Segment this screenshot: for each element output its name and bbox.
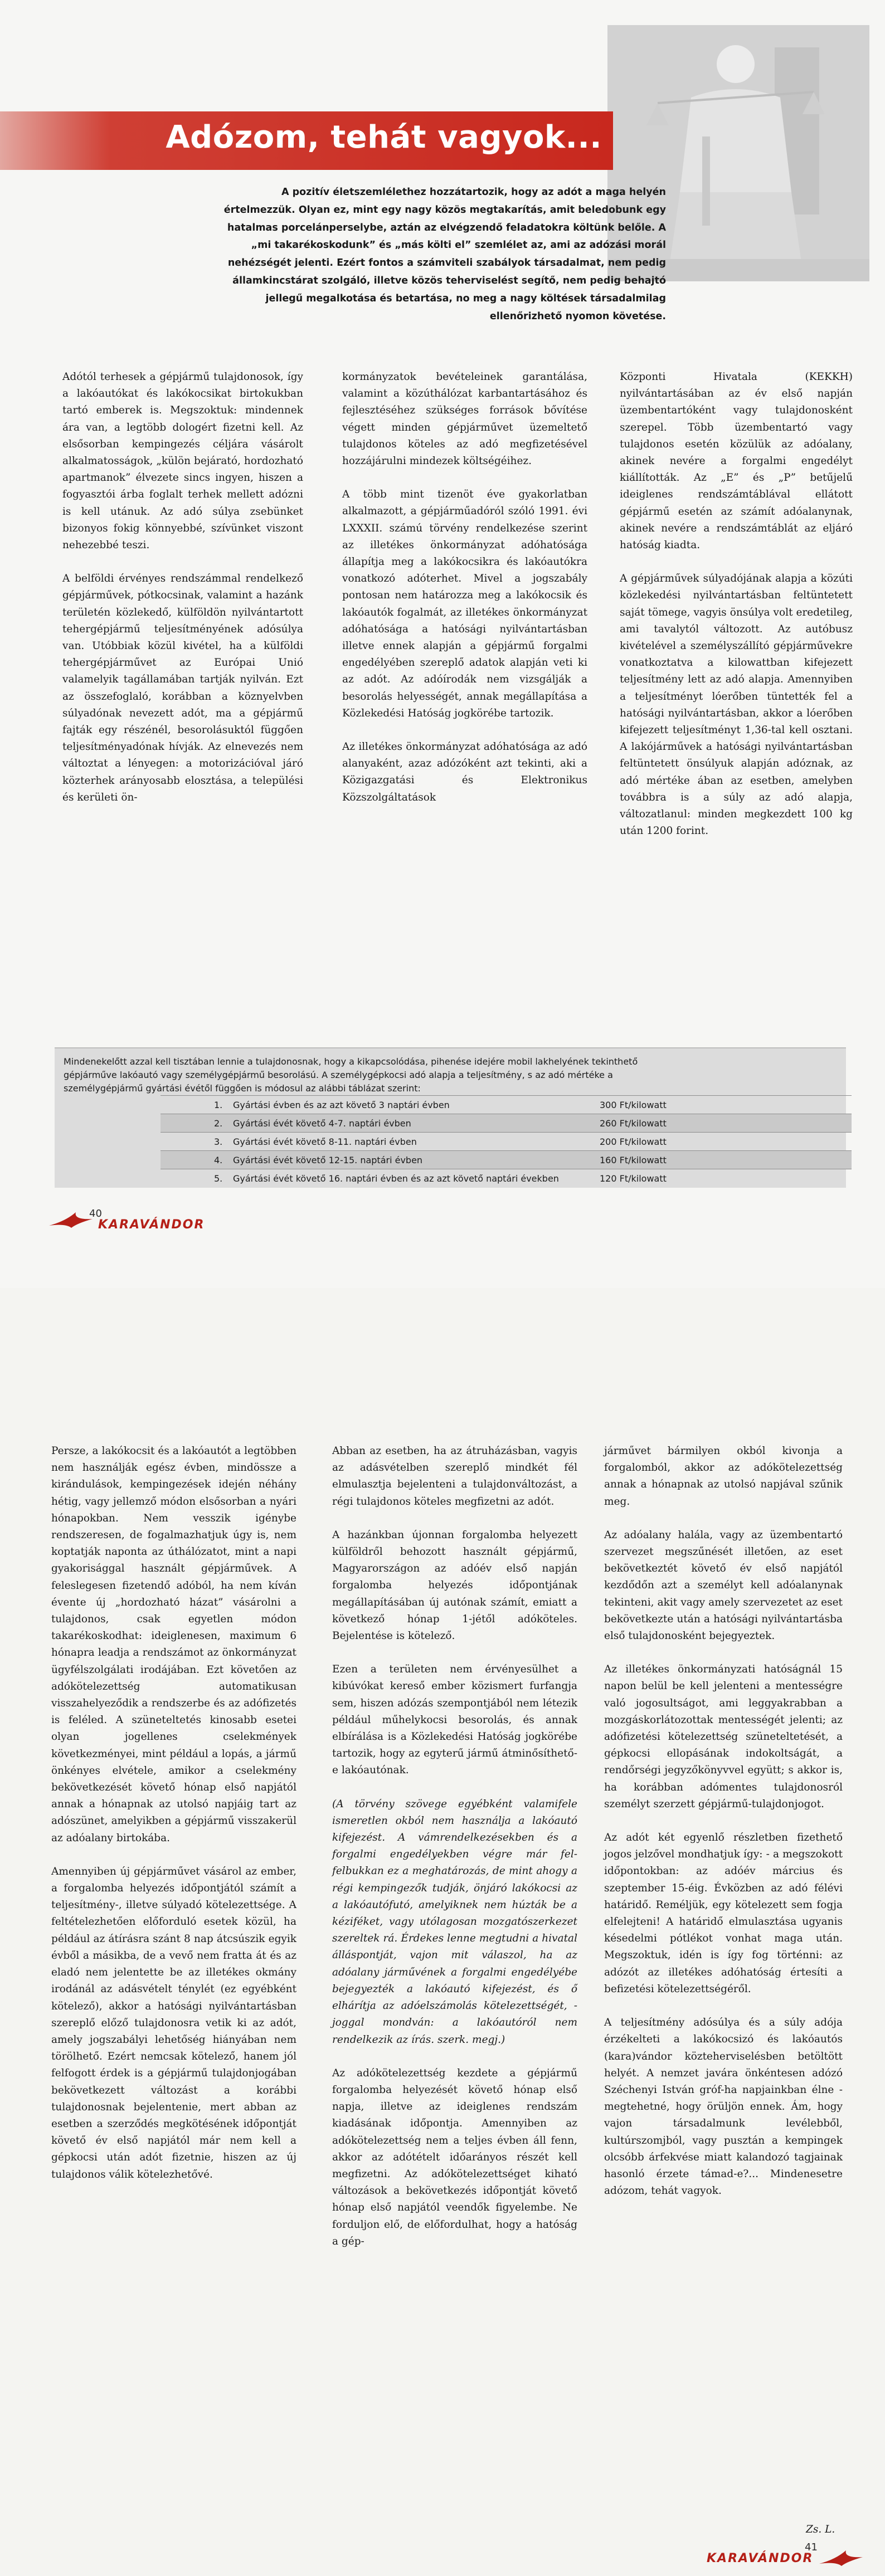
row-value: 300 Ft/kilowatt	[600, 1100, 667, 1110]
paragraph: Az illetékes önkormányzati hatóságnál 15 napon belül be kell jelenteni a mentességre való jogosultságot, ami leggyakrabban a mozgáskorlátozottak mentességét jelenti; az adófizetési kötelezettség szüneteltetését, a gépkocsi ellopásának indokoltságát, a rendőrségi jegyzőkönyvvel együtt; s akkor is, ha korábban adómentes tulajdonosról személyt szerzett gépjármű-tulajdonjogot.	[604, 1663, 843, 1810]
page2-footer-logo	[819, 2547, 864, 2568]
lead-paragraph	[131, 184, 666, 325]
paragraph: Az adóalany halála, vagy az üzembentartó szervezet megszűnését illetően, az eset bekövetkeztét követő év első napjától kezdődőn azt a személyt kell adóalanynak tekinteni, akit vagy amely szervezetet az eset bekövetkezte után a hatósági nyilvántartásba első tulajdonosként bejegyeztek.	[604, 1529, 843, 1642]
paragraph: A gépjárművek súlyadójának alapja a közúti közlekedési nyilvántartásban feltüntetett saját tömege, vagyis önsúlya volt eredetileg, ami tavalytól változott. Az autóbusz kivételével a személyszállító gépjárművekre vonatkoztatva a kilowattban kifejezett teljesítmény lett az adó alapja. Amennyiben a teljesítményt lóerőben tüntették fel a hatósági nyilvántartásban, akkor a lóerőben kifejezett teljesítményt 1,36-tal kell osztani. A lakójárművek a hatósági nyilvántartásban feltüntetett önsúlyuk alapján adóznak, az adó mértéke ában az esetben, amelyben továbbra is a súly az adó alapja, változatlanul: minden megkezdett 100 kg után 1200 forint.	[620, 573, 853, 837]
paragraph: Amennyiben új gépjárművet vásárol az ember, a forgalomba helyezés időpontjától számít a teljesítmény-, illetve súlyadó kötelezettsége. A feltételezhetően előforduló esetek közül, ha például az átírásra szánt 8 nap átcsúszik egyik évből a másikba, de a vevő nem fratta át és az eladó nem jelentette be az illetékes okmány irodánál az adásvételt ténylét (ez egyébként kötelező), akkor a hatósági nyilvántartásban szereplő előző tulajdonosra vetik ki az adót, amely jogszabályi lehetőség hiányában nem törölhető. Ezért nemcsak kötelező, hanem jól felfogott érdek is a gépjármű tulajdonjogában bekövetkezett változást a korábbi tulajdonosnak bejelentenie, mert abban az esetben a szerződés megkötésének időpontját követő év első napjától már nem kell a gépkocsi után adót fizetnie, hiszen az új tulajdonos válik kötelezhetővé.	[51, 1865, 296, 2180]
page1-footer-logo	[49, 1209, 94, 1230]
row-label: Gyártási évét követő 8-11. naptári évben	[233, 1136, 417, 1147]
paragraph: A hazánkban újonnan forgalomba helyezett külföldről behozott használt gépjármű, Magyarországon az adóév első napján forgalomba helyezés időpontjának megállapításában új autónak számít, emiatt a következő hónap 1-jétől adóköteles. Bejelentése is kötelező.	[332, 1529, 577, 1642]
brand-name: KARAVÁNDOR	[98, 1218, 205, 1232]
row-number: 4.	[214, 1155, 223, 1165]
paragraph: Az adót két egyenlő részletben fizethető jogos jelzővel mondhatjuk így: - a megszokott időpontokban: az adóév március és szeptember 15-éig. Évközben az adó félévi határidő. Reméljük, egy kötelezett sem fogja elfelejteni! A határidő elmulasztása ugyanis késedelmi pótlékot vonhat maga után. Megszoktuk, idén is így fog történni: az adózót az illetékes adóhatóság értesíti a befizetési kötelezettségéről.	[604, 1832, 843, 1995]
table-row	[161, 1132, 852, 1151]
page1-column-2	[342, 369, 587, 806]
page1-column-3	[620, 369, 853, 840]
row-label: Gyártási évét követő 4-7. naptári évben	[233, 1118, 411, 1129]
table-row	[161, 1169, 852, 1188]
paragraph: A több mint tizenöt éve gyakorlatban alkalmazott, a gépjárműadóról szóló 1991. évi LXXXII. számú törvény rendelkezése szerint az illetékes önkormányzat adóhatósága állapítja meg a lakókocsikra és lakóautókra vonatkozó adóterhet. Mivel a jogszabály pontosan nem határozza meg a lakókocsik és lakóautók fogalmát, az illetékes önkormányzat adóhatósága a hatósági nyilvántartásban illetve ennek alapján a gépjármű forgalmi engedélyében szereplő adatok alapján veti ki az adót. Az adóírodák nem vizsgálják a besorolás helyességét, annak megállapítása a Közlekedési Hatóság jogkörébe tartozik.	[342, 489, 587, 719]
page-number: 40	[89, 1208, 102, 1219]
tax-rate-table	[55, 1047, 846, 1188]
editor-note: (A törvény szövege egyébként valamifele ismeretlen okból nem használja a lakóautó kifejezést. A vámrendelkezésekben és a forgalmi engedélyekben végre már fel-felbukkan ez a meghatározás, de mint ahogy a régi kempingezők tudják, önjáró lakókocsi az a lakóautófutó, amelyiknek nem húzták be a kéziféket, vagy utólagosan mozgatószerkezet szereltek rá. Érdekes lenne megtudni a hivatal álláspontját, vajon mit válaszol, ha az adóalany járművének a forgalmi engedélyébe bejegyezték a lakóautó kifejezést, és ő elhárítja az adóelszámolás kötelezettségét, - joggal mondván: a lakóautóról nem rendelkezik az írás. szerk. megj.)	[332, 1798, 577, 2046]
table-intro-line: személygépjármű gyártási évétől függően is módosul az alábbi táblázat szerint:	[64, 1083, 421, 1094]
lead-line: nehézségét jelenti. Ezért fontos a számviteli szabályok társadalmat, nem pedig	[227, 257, 666, 269]
paragraph: A belföldi érvényes rendszámmal rendelkező gépjárművek, pótkocsinak, valamint a hazánk területén közlekedő, külföldön nyilvántartott tehergépjármű teljesítményének adósúlya van. Utóbbiak közül kivétel, ha a külföldi tehergépjárművet az Európai Unió valamelyik tagállamában tartják nyilván. Ezt az összefoglaló, korábban a köznyelvben súlyadónak nevezett adót, ma a gépjármű fajták egy részénél, besorolásuktól függően teljesítményadónak hívják. Az elnevezés nem változtat a lényegen: a motorizációval járó közterhek arányosabb elosztása, a települési és kerületi ön-	[62, 573, 303, 803]
title-banner	[0, 111, 613, 170]
lead-line: államkincstárat szolgáló, illetve közös teherviselést segítő, nem pedig behajtó	[232, 275, 666, 286]
row-label: Gyártási évben és az azt követő 3 naptári évben	[233, 1100, 450, 1110]
lead-line: jellegű megalkotása és betartása, no meg a nagy költések társadalmilag	[265, 292, 666, 304]
page-number: 41	[805, 2541, 818, 2553]
paragraph: Persze, a lakókocsit és a lakóautót a legtöbben nem használják egész évben, mindössze a kirándulások, kempingezések idején néhány hétig, vagy jellemző módon elsősorban a nyári hónapokban. Nem vesszik igénybe rendszeresen, de fogalmazhatjuk úgy is, nem koptatják naponta az úthálózatot, mint a napi gyakorisággal használt gépjárművek. A feleslegesen fizetendő adóból, ha nem kíván évente új „hordozható házat” vásárolni a tulajdonos, csak egyetlen módon takarékoskodhat: ideiglenesen, maximum 6 hónapra leadja a rendszámot az önkormányzat ügyfélszolgálati irodájában. Ezt követően az adókötelezettség automatikusan visszahelyeződik a rendszerbe és az adófizetés is feléled. A szüneteltetés kinosabb esetei olyan jogellenes cselekmények következményei, mint például a lopás, a jármű önkényes elvétele, amikor a cselekmény bekövetkezését követő hónap első napjától annak a hónapnak az utolsó napjáig tart az adószünet, amelyikben a gépjármű visszakerül az adóalany birtokába.	[51, 1445, 296, 1844]
brand-name: KARAVÁNDOR	[707, 2551, 814, 2565]
lead-line: ellenőrizhető nyomon követése.	[489, 310, 666, 322]
row-value: 120 Ft/kilowatt	[600, 1173, 667, 1184]
row-label: Gyártási évét követő 16. naptári évben és az azt követő naptári években	[233, 1173, 559, 1184]
author-signature: Zs. L.	[806, 2524, 835, 2535]
table-intro	[64, 1055, 838, 1095]
paragraph: Ezen a területen nem érvényesülhet a kibúvókat kereső ember közismert furfangja sem, hiszen adózás szempontjából nem létezik például műhelykocsi besorolás, és annak elbírálása is a Közlekedési Hatóság jogkörébe tartozik, hogy az egyterű jármű átminősíthető-e lakóautónak.	[332, 1663, 577, 1777]
page2-column-1	[51, 1443, 296, 2183]
paragraph: Abban az esetben, ha az átruházásban, vagyis az adásvételben szereplő mindkét fél elmulasztja bejelenteni a tulajdonváltozást, a régi tulajdonos köteles megfizetni az adót.	[332, 1445, 577, 1507]
table-intro-line: Mindenekelőtt azzal kell tisztában lennie a tulajdonosnak, hogy a kikapcsolódása, pihenése idejére mobil lakhelyének tekinthető	[64, 1056, 638, 1067]
paragraph: Az illetékes önkormányzat adóhatósága az adó alanyaként, azaz adózóként azt tekinti, aki a Közigazgatási és Elektronikus Közszolgáltatások	[342, 741, 587, 803]
row-value: 160 Ft/kilowatt	[600, 1155, 667, 1165]
page-right	[0, 1288, 885, 2576]
row-number: 3.	[214, 1136, 223, 1147]
lead-line: „mi takarékoskodunk” és „más költi el” szemlélet az, ami az adózási morál	[251, 240, 666, 251]
swallow-logo-icon	[49, 1209, 94, 1228]
paragraph: kormányzatok bevételeinek garantálása, valamint a közúthálózat karbantartásához és fejlesztéséhez szükséges források bővítése végett minden gépjárművet üzemeltető tulajdonos köteles az adó megfizetésével hozzájárulni mindezek költségéihez.	[342, 371, 587, 467]
page2-column-2	[332, 1443, 577, 2250]
page2-column-3	[604, 1443, 843, 2199]
paragraph: A teljesítmény adósúlya és a súly adója érzékelteti a lakókocsizó és lakóautós (kara)vándor közteherviselésben betöltött helyét. A nemzet javára önkéntesen adózó Széchenyi István gróf-ha napjainkban élne - megtehetné, hogy örüljön ennek. Ám, hogy vajon társadalmunk levélebből, kultúrszomjból, vagy pusztán a kempingek olcsóbb árfekvése miatt kalandozó tagjainak hasonló érzete támad-e?... Mindenesetre adózom, tehát vagyok.	[604, 2017, 843, 2197]
row-value: 260 Ft/kilowatt	[600, 1118, 667, 1129]
paragraph: Központi Hivatala (KEKKH) nyilvántartásában az év első napján üzembentartóként vagy tulajdonosként szerepel. Több üzembentartó vagy tulajdonos esetén közülük az adóalany, akinek nevére a forgalmi engedélyt kiállították. Az „E” és „P” betűjelű ideiglenes rendszámtáblával ellátott gépjármű esetén az számít adóalanynak, akinek nevére a rendszámtáblát az eljáró hatóság kiadta.	[620, 371, 853, 552]
table-row	[161, 1150, 852, 1169]
paragraph: Adótól terhesek a gépjármű tulajdonosok, így a lakóautókat és lakókocsikat birtokukban tartó emberek is. Megszoktuk: mindennek ára van, a legtöbb dologért fizetni kell. Az elsősorban kempingezés céljára vásárolt alkalmatosságok, „külön bejárató, hordozható apartmanok” élvezete sincs ingyen, hiszen a fogyasztói árba foglalt terhek mellett adózni is kell utánuk. Az adó súlya zsebünket bizonyos fokig könnyebbé, szívünket viszont nehezebbé teszi.	[62, 371, 303, 552]
page1-column-1	[62, 369, 303, 806]
row-value: 200 Ft/kilowatt	[600, 1136, 667, 1147]
paragraph: járművet bármilyen okból kivonja a forgalomból, akkor az adókötelezettség annak a hónapnak az utolsó napjával szűnik meg.	[604, 1445, 843, 1507]
row-number: 2.	[214, 1118, 223, 1129]
table-row	[161, 1095, 852, 1114]
table-intro-line: gépjárműve lakóautó vagy személygépjármű besorolású. A személygépkocsi adó alapja a teljesítmény, s az adó mértéke a	[64, 1070, 613, 1080]
row-number: 5.	[214, 1173, 223, 1184]
row-label: Gyártási évét követő 12-15. naptári évben	[233, 1155, 423, 1165]
lead-line: értelmezzük. Olyan ez, mint egy nagy közös megtakarítás, amit beledobunk egy	[223, 204, 666, 216]
row-number: 1.	[214, 1100, 223, 1110]
lead-line: hatalmas porcelánperselybe, aztán az elvégzendő feladatokra költünk belőle. A	[227, 222, 666, 233]
lead-line: A pozitív életszemlélethez hozzátartozik, hogy az adót a maga helyén	[281, 187, 666, 198]
paragraph: Az adókötelezettség kezdete a gépjármű forgalomba helyezését követő hónap első napja, illetve az ideiglenes rendszám kiadásának időpontja. Amennyiben az adókötelezettség nem a teljes évben áll fenn, akkor az adótételt időarányos részét kell megfizetni. Az adókötelezettséget kiható változások a bekövetkezés időpontját követő hónap első napjától veendők figyelembe. Ne forduljon elő, de előfordulhat, hogy a hatóság a gép-	[332, 2067, 577, 2247]
table-row	[161, 1114, 852, 1133]
swallow-logo-icon	[819, 2547, 864, 2566]
article-title: Adózom, tehát vagyok...	[166, 119, 602, 155]
